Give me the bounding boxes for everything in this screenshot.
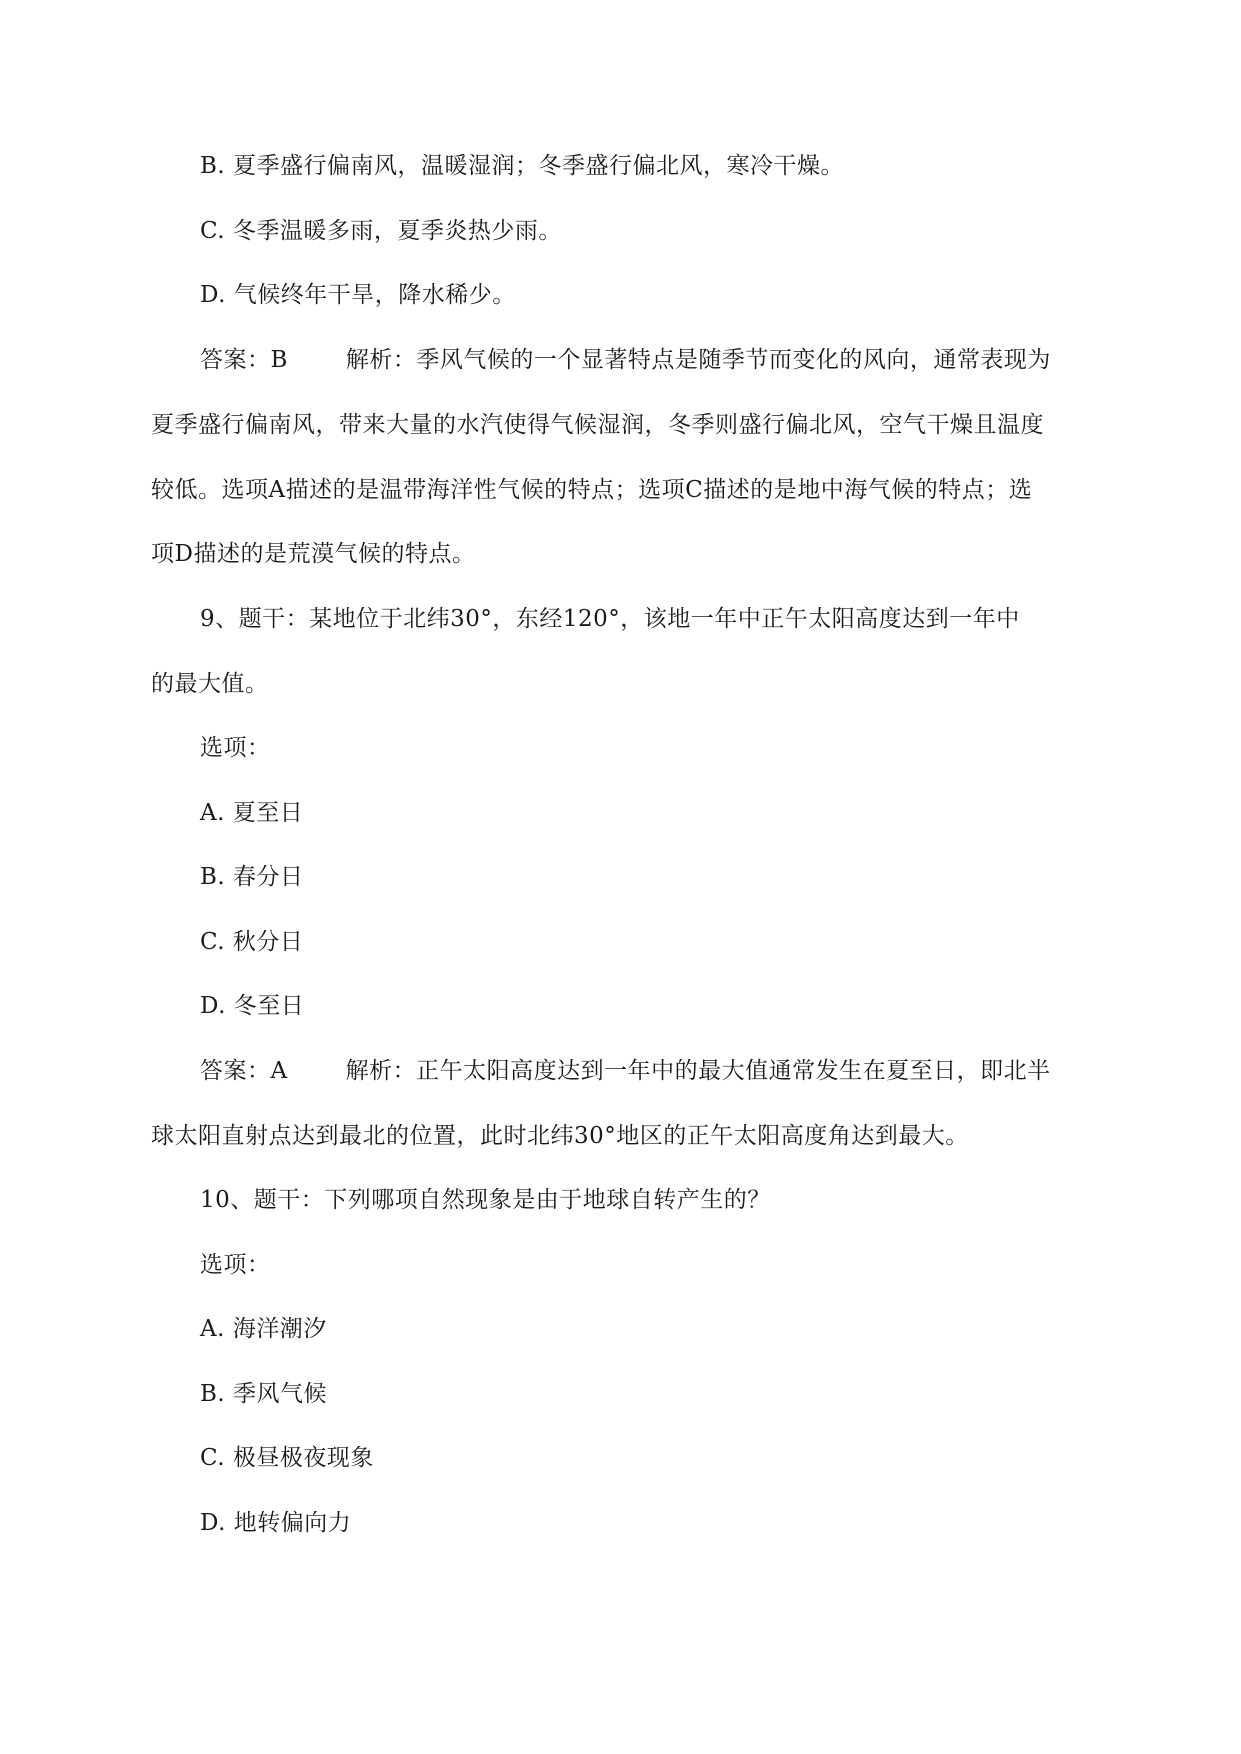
q8-explanation-line-2: 夏季盛行偏南风，带来大量的水汽使得气候湿润，冬季则盛行偏北风，空气干燥且温度 [151, 412, 1044, 438]
q10-option-a: A. 海洋潮汐 [200, 1316, 327, 1342]
q8-option-d: D. 气候终年干旱，降水稀少。 [200, 282, 516, 308]
q9-option-d: D. 冬至日 [200, 993, 305, 1019]
q8-answer: 答案：B [200, 347, 288, 373]
q8-option-b: B. 夏季盛行偏南风，温暖湿润；冬季盛行偏北风，寒冷干燥。 [200, 153, 845, 179]
q9-stem-line-1: 9、题干：某地位于北纬30°，东经120°，该地一年中正午太阳高度达到一年中 [200, 606, 1020, 632]
q9-answer: 答案：A [200, 1058, 288, 1084]
q10-option-d: D. 地转偏向力 [200, 1510, 352, 1536]
q9-explanation-line-2: 球太阳直射点达到最北的位置，此时北纬30°地区的正午太阳高度角达到最大。 [151, 1123, 969, 1149]
q8-explanation-line-4: 项D描述的是荒漠气候的特点。 [151, 541, 476, 567]
q9-option-a: A. 夏至日 [200, 800, 304, 826]
q8-answer-line [200, 345, 1051, 375]
q9-option-b: B. 春分日 [200, 864, 304, 890]
q9-options-label: 选项： [200, 735, 271, 761]
q8-explanation-line-1: 解析：季风气候的一个显著特点是随季节而变化的风向，通常表现为 [345, 347, 1051, 373]
q8-explanation-line-3: 较低。选项A描述的是温带海洋性气候的特点；选项C描述的是地中海气候的特点；选 [151, 477, 1033, 503]
q8-option-c: C. 冬季温暖多雨，夏季炎热少雨。 [200, 218, 562, 244]
q9-answer-line [200, 1056, 1051, 1086]
q10-option-c: C. 极昼极夜现象 [200, 1445, 374, 1471]
q10-option-b: B. 季风气候 [200, 1381, 328, 1407]
q10-options-label: 选项： [200, 1252, 271, 1278]
q10-stem: 10、题干：下列哪项自然现象是由于地球自转产生的？ [200, 1187, 771, 1213]
q9-explanation-line-1: 解析：正午太阳高度达到一年中的最大值通常发生在夏至日，即北半 [345, 1058, 1051, 1084]
q9-stem-line-2: 的最大值。 [151, 671, 269, 697]
q9-option-c: C. 秋分日 [200, 929, 304, 955]
